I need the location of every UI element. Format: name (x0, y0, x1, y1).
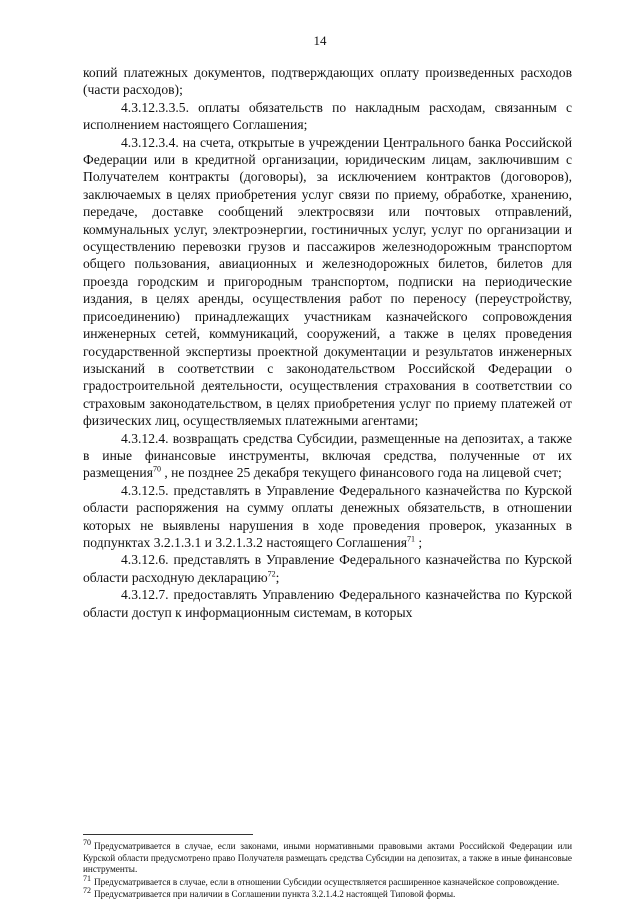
footnote-text: Предусматривается при наличии в Соглашении пункта 3.2.1.4.2 настоящей Типовой формы. (94, 889, 456, 900)
footnote-mark: 72 (83, 886, 91, 896)
footnote-mark: 71 (83, 873, 91, 883)
paragraph (83, 64, 572, 99)
paragraph-text-continued: ; (415, 534, 423, 550)
footnote (83, 886, 572, 901)
footnote-separator (83, 834, 253, 835)
footnote-reference[interactable]: 72 (267, 569, 276, 579)
footnote-reference[interactable]: 70 (152, 464, 161, 474)
paragraph (83, 99, 572, 134)
footnote (83, 837, 572, 876)
paragraph-text: 4.3.12.6. представлять в Управление Федерального казначейства по Курской области расходную декларацию (83, 552, 572, 585)
paragraph (83, 551, 572, 586)
paragraph-text: копий платежных документов, подтверждающих оплату произведенных расходов (части расходов); (83, 65, 572, 98)
paragraph-text: 4.3.12.5. представлять в Управление Федерального казначейства по Курской области распоряжения на сумму оплаты денежных обязательств, в отношении которых не выявлены нарушения в ходе проведения проверок, указанных в подпунктах 3.2.1.3.1 и 3.2.1.3.2 настоящего Соглашения (83, 482, 572, 550)
footnote-mark: 70 (83, 837, 91, 847)
paragraph-text: 4.3.12.4. возвращать средства Субсидии, размещенные на депозитах, а также в иные финансовые инструменты, включая средства, полученные от их размещения (83, 430, 572, 481)
paragraph-text-continued: , не позднее 25 декабря текущего финансового года на лицевой счет; (160, 465, 562, 481)
footnote-text: Предусматривается в случае, если в отношении Субсидии осуществляется расширенное казначейское сопровождение. (94, 876, 560, 887)
paragraph (83, 482, 572, 552)
paragraph (83, 430, 572, 482)
footnotes (83, 837, 572, 902)
footnote-reference[interactable]: 71 (407, 534, 416, 544)
page-number: 14 (313, 33, 327, 48)
paragraph-text-continued: ; (275, 569, 280, 585)
body-text (83, 64, 572, 621)
paragraph (83, 134, 572, 430)
footnote (83, 873, 572, 889)
footnote-text: Предусматривается в случае, если законами, иными нормативными правовыми актами Российской Федерации или Курской области предусмотрено право Получателя размещать средства Субсидии на депозитах, а также в иные финансовые инструменты. (83, 841, 572, 875)
paragraph-text: 4.3.12.7. предоставлять Управлению Федерального казначейства по Курской области доступ к информационным системам, в которых (83, 587, 572, 620)
paragraph-text: 4.3.12.3.3.5. оплаты обязательств по накладным расходам, связанным с исполнением настоящего Соглашения; (83, 99, 572, 133)
paragraph (83, 586, 572, 621)
paragraph-text: 4.3.12.3.4. на счета, открытые в учреждении Центрального банка Российской Федерации или в кредитной организации, юридическим лицам, заключившим с Получателем контракты (договоры), за исключением контрактов (договоров), заключаемых в целях приобретения услуг связи по приему, обработке, хранению, передаче, доставке сообщений электросвязи или почтовых отправлений, коммунальных услуг, электроэнергии, гостиничных услуг, услуг по организации и осуществлению перевозки грузов и пассажиров железнодорожным транспортом общего пользования, авиационных и железнодорожных билетов, билетов для проезда городским и пригородным транспортом, подписки на периодические издания, в целях аренды, осуществления работ по переносу (переустройству, присоединению) принадлежащих участникам казначейского сопровождения инженерных сетей, коммуникаций, сооружений, а также в целях проведения государственной экспертизы проектной документации и результатов инженерных изысканий в соответствии с законодательством Российской Федерации о градостроительной деятельности, осуществления страхования в соответствии со страховым законодательством, в целях приобретения услуг по приему платежей от физических лиц, осуществляемых платежными агентами; (83, 134, 572, 429)
